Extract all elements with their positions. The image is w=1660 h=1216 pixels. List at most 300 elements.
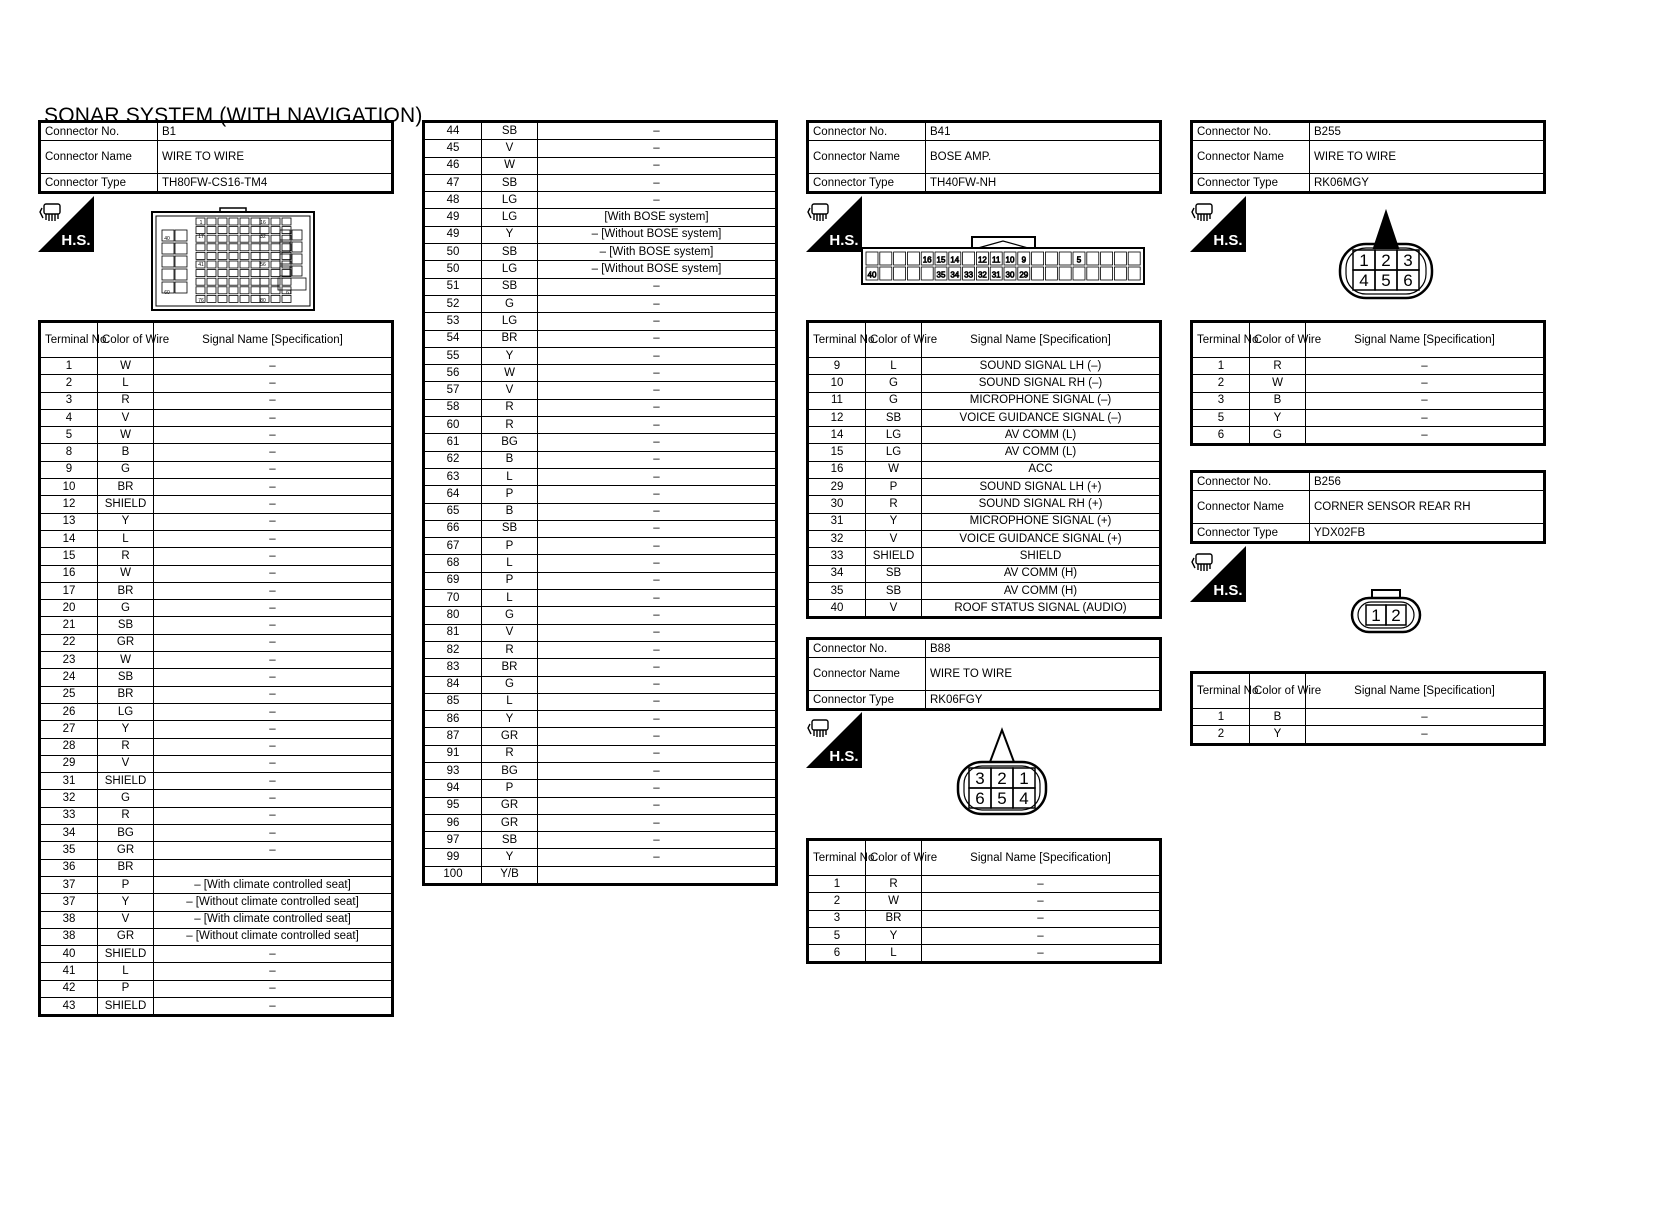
signal-name-cell: MICROPHONE SIGNAL (+) bbox=[922, 513, 1161, 530]
wire-color-cell: G bbox=[98, 600, 154, 617]
signal-name-cell: – bbox=[538, 382, 777, 399]
terminal-no-cell: 6 bbox=[1192, 427, 1250, 445]
connector-type-label: Connector Type bbox=[808, 174, 926, 193]
terminal-no-cell: 1 bbox=[1192, 709, 1250, 726]
terminal-row bbox=[424, 382, 777, 399]
terminal-row bbox=[40, 703, 393, 720]
terminal-no-cell: 53 bbox=[424, 313, 482, 330]
wire-color-cell: G bbox=[866, 375, 922, 392]
pin-label: 11 bbox=[992, 255, 1001, 265]
terminal-no-cell: 50 bbox=[424, 261, 482, 278]
terminal-row bbox=[808, 461, 1161, 478]
terminal-no-header: Terminal No. bbox=[40, 322, 98, 358]
wire-color-cell: G bbox=[482, 607, 538, 624]
pin-label: 61 bbox=[286, 290, 292, 296]
connector-b1-terminal-table-cont bbox=[422, 120, 778, 886]
signal-name-cell: – bbox=[154, 513, 393, 530]
signal-name-cell: – bbox=[922, 893, 1161, 910]
signal-name-cell: – bbox=[154, 755, 393, 772]
terminal-row bbox=[424, 486, 777, 503]
wire-color-cell: V bbox=[98, 911, 154, 928]
terminal-no-cell: 65 bbox=[424, 503, 482, 520]
connector-type-value: TH40FW-NH bbox=[926, 174, 1161, 193]
terminal-no-cell: 61 bbox=[424, 434, 482, 451]
terminal-no-cell: 95 bbox=[424, 797, 482, 814]
terminal-row bbox=[808, 582, 1161, 599]
terminal-no-cell: 16 bbox=[808, 461, 866, 478]
terminal-row bbox=[808, 927, 1161, 944]
wire-color-cell: GR bbox=[98, 634, 154, 651]
wire-color-cell: P bbox=[482, 486, 538, 503]
wire-color-cell: Y bbox=[482, 347, 538, 364]
terminal-row bbox=[40, 859, 393, 876]
terminal-no-cell: 38 bbox=[40, 928, 98, 945]
wire-color-cell: P bbox=[98, 980, 154, 997]
signal-name-cell: – bbox=[154, 600, 393, 617]
signal-name-cell: – bbox=[154, 721, 393, 738]
terminal-no-cell: 6 bbox=[808, 945, 866, 963]
connector-type-value: RK06FGY bbox=[926, 691, 1161, 710]
terminal-no-cell: 69 bbox=[424, 572, 482, 589]
wire-color-cell: Y bbox=[98, 894, 154, 911]
wire-color-cell: V bbox=[482, 140, 538, 157]
hs-label: H.S. bbox=[1213, 232, 1243, 249]
terminal-no-cell: 32 bbox=[808, 530, 866, 547]
signal-name-cell: – bbox=[154, 582, 393, 599]
connector-b255-diagram bbox=[1336, 208, 1436, 300]
terminal-no-cell: 44 bbox=[424, 122, 482, 140]
terminal-no-cell: 54 bbox=[424, 330, 482, 347]
connector-type-value: YDX02FB bbox=[1310, 524, 1545, 543]
terminal-no-cell: 57 bbox=[424, 382, 482, 399]
signal-name-cell: – bbox=[154, 946, 393, 963]
signal-name-cell: – bbox=[538, 849, 777, 866]
connector-name-value: WIRE TO WIRE bbox=[926, 658, 1161, 691]
terminal-row bbox=[424, 330, 777, 347]
terminal-no-cell: 12 bbox=[40, 496, 98, 513]
terminal-row bbox=[424, 711, 777, 728]
terminal-no-cell: 5 bbox=[40, 427, 98, 444]
terminal-no-cell: 70 bbox=[424, 590, 482, 607]
pin-label: 5 bbox=[1076, 255, 1082, 265]
terminal-no-cell: 81 bbox=[424, 624, 482, 641]
wire-color-cell: Y bbox=[482, 711, 538, 728]
pin-label: 16 bbox=[922, 255, 932, 265]
terminal-no-cell: 38 bbox=[40, 911, 98, 928]
signal-name-cell: – bbox=[538, 797, 777, 814]
signal-name-cell: VOICE GUIDANCE SIGNAL (+) bbox=[922, 530, 1161, 547]
terminal-no-header: Terminal No. bbox=[808, 840, 866, 876]
pin-label: 33 bbox=[964, 270, 974, 280]
wire-color-cell: L bbox=[866, 945, 922, 963]
signal-name-cell: – bbox=[154, 652, 393, 669]
wire-color-cell: L bbox=[482, 590, 538, 607]
signal-name-cell: – bbox=[538, 728, 777, 745]
terminal-row bbox=[424, 797, 777, 814]
terminal-no-cell: 33 bbox=[40, 807, 98, 824]
signal-name-header: Signal Name [Specification] bbox=[1306, 673, 1545, 709]
wire-color-cell: L bbox=[866, 358, 922, 375]
signal-name-cell: – bbox=[154, 980, 393, 997]
terminal-no-cell: 12 bbox=[808, 409, 866, 426]
terminal-row bbox=[40, 652, 393, 669]
signal-name-cell: SOUND SIGNAL LH (–) bbox=[922, 358, 1161, 375]
wire-color-cell: L bbox=[482, 693, 538, 710]
terminal-row bbox=[424, 365, 777, 382]
signal-name-cell: – [Without climate controlled seat] bbox=[154, 894, 393, 911]
pin-label: 35 bbox=[936, 270, 946, 280]
signal-name-cell: – bbox=[538, 451, 777, 468]
terminal-no-cell: 23 bbox=[40, 652, 98, 669]
signal-name-cell: – bbox=[538, 624, 777, 641]
wire-color-cell: GR bbox=[98, 842, 154, 859]
wire-color-cell: G bbox=[866, 392, 922, 409]
terminal-no-cell: 35 bbox=[40, 842, 98, 859]
wire-color-cell: W bbox=[866, 893, 922, 910]
terminal-no-cell: 1 bbox=[40, 358, 98, 375]
connector-name-value: CORNER SENSOR REAR RH bbox=[1310, 491, 1545, 524]
wire-color-cell: SB bbox=[482, 278, 538, 295]
connector-no-label: Connector No. bbox=[808, 639, 926, 658]
connector-type-label: Connector Type bbox=[1192, 524, 1310, 543]
terminal-row bbox=[40, 928, 393, 945]
signal-name-cell: – bbox=[154, 565, 393, 582]
terminal-row bbox=[1192, 709, 1545, 726]
terminal-row bbox=[808, 530, 1161, 547]
signal-name-header: Signal Name [Specification] bbox=[922, 322, 1161, 358]
pin-label: 12 bbox=[977, 255, 987, 265]
terminal-row bbox=[40, 842, 393, 859]
page-title: SONAR SYSTEM (WITH NAVIGATION) bbox=[44, 104, 423, 127]
terminal-no-cell: 10 bbox=[40, 479, 98, 496]
terminal-no-cell: 49 bbox=[424, 209, 482, 226]
terminal-row bbox=[424, 261, 777, 278]
signal-name-cell: – bbox=[538, 140, 777, 157]
pin-label: 5 bbox=[997, 789, 1007, 808]
terminal-no-cell: 83 bbox=[424, 659, 482, 676]
pin-label: 34 bbox=[950, 270, 960, 280]
connector-no-value: B41 bbox=[926, 122, 1161, 141]
terminal-no-cell: 51 bbox=[424, 278, 482, 295]
wire-color-cell: P bbox=[482, 572, 538, 589]
connector-b1-info bbox=[38, 120, 394, 194]
terminal-row bbox=[1192, 409, 1545, 426]
signal-name-cell: SOUND SIGNAL RH (–) bbox=[922, 375, 1161, 392]
connector-name-value: BOSE AMP. bbox=[926, 141, 1161, 174]
terminal-row bbox=[424, 762, 777, 779]
terminal-row bbox=[424, 468, 777, 485]
terminal-row bbox=[40, 392, 393, 409]
terminal-no-cell: 31 bbox=[40, 773, 98, 790]
wire-color-cell: V bbox=[866, 530, 922, 547]
signal-name-cell: – bbox=[154, 617, 393, 634]
signal-name-cell: – bbox=[538, 434, 777, 451]
terminal-no-cell: 32 bbox=[40, 790, 98, 807]
wire-color-cell: P bbox=[98, 876, 154, 893]
terminal-row bbox=[424, 590, 777, 607]
color-of-wire-header: Color of Wire bbox=[98, 322, 154, 358]
terminal-no-cell: 55 bbox=[424, 347, 482, 364]
terminal-row bbox=[40, 582, 393, 599]
terminal-no-cell: 37 bbox=[40, 876, 98, 893]
harness-side-icon bbox=[806, 196, 862, 252]
signal-name-cell: – bbox=[538, 538, 777, 555]
terminal-row bbox=[808, 910, 1161, 927]
connector-b256-terminal-table bbox=[1190, 671, 1546, 746]
terminal-row bbox=[808, 392, 1161, 409]
signal-name-cell: – bbox=[538, 330, 777, 347]
harness-side-icon bbox=[38, 196, 94, 252]
signal-name-cell: – bbox=[1306, 409, 1545, 426]
terminal-row bbox=[808, 600, 1161, 618]
terminal-row bbox=[40, 427, 393, 444]
wire-color-cell: R bbox=[866, 876, 922, 893]
wire-color-cell: LG bbox=[482, 261, 538, 278]
terminal-no-cell: 27 bbox=[40, 721, 98, 738]
terminal-no-cell: 60 bbox=[424, 417, 482, 434]
signal-name-cell: – bbox=[538, 520, 777, 537]
terminal-row bbox=[1192, 392, 1545, 409]
pin-label: 29 bbox=[1019, 270, 1029, 280]
terminal-row bbox=[40, 738, 393, 755]
signal-name-cell: – bbox=[1306, 427, 1545, 445]
pin-label: 17 bbox=[198, 234, 204, 240]
wire-color-cell: W bbox=[98, 427, 154, 444]
pin-label: 80 bbox=[260, 298, 266, 304]
connector-type-label: Connector Type bbox=[808, 691, 926, 710]
signal-name-cell: ACC bbox=[922, 461, 1161, 478]
signal-name-cell: AV COMM (H) bbox=[922, 565, 1161, 582]
terminal-row bbox=[40, 617, 393, 634]
color-of-wire-header: Color of Wire bbox=[1250, 322, 1306, 358]
wire-color-cell: R bbox=[482, 417, 538, 434]
terminal-no-cell: 66 bbox=[424, 520, 482, 537]
wire-color-cell: W bbox=[1250, 375, 1306, 392]
pin-label: 40 bbox=[164, 236, 170, 242]
pin-label: 4 bbox=[1359, 271, 1369, 290]
color-of-wire-header: Color of Wire bbox=[866, 840, 922, 876]
wire-color-cell: SB bbox=[482, 122, 538, 140]
terminal-row bbox=[424, 295, 777, 312]
terminal-row bbox=[424, 417, 777, 434]
pin-label: 6 bbox=[1403, 271, 1413, 290]
terminal-row bbox=[808, 375, 1161, 392]
terminal-row bbox=[424, 520, 777, 537]
signal-name-cell: – bbox=[922, 927, 1161, 944]
color-of-wire-header: Color of Wire bbox=[1250, 673, 1306, 709]
terminal-row bbox=[40, 479, 393, 496]
terminal-no-cell: 46 bbox=[424, 157, 482, 174]
connector-name-label: Connector Name bbox=[808, 141, 926, 174]
terminal-no-cell: 68 bbox=[424, 555, 482, 572]
wire-color-cell: V bbox=[98, 755, 154, 772]
signal-name-cell: – bbox=[538, 278, 777, 295]
terminal-no-cell: 96 bbox=[424, 814, 482, 831]
harness-side-icon bbox=[1190, 546, 1246, 602]
signal-name-cell: – bbox=[538, 693, 777, 710]
terminal-no-cell: 43 bbox=[40, 997, 98, 1015]
pin-label: 1 bbox=[199, 220, 203, 226]
terminal-row bbox=[424, 174, 777, 191]
terminal-no-cell: 3 bbox=[808, 910, 866, 927]
wire-color-cell: BG bbox=[482, 434, 538, 451]
pin-label: 32 bbox=[977, 270, 987, 280]
terminal-no-cell: 40 bbox=[808, 600, 866, 618]
signal-name-cell: – bbox=[154, 375, 393, 392]
signal-name-cell: – bbox=[538, 399, 777, 416]
signal-name-cell: ROOF STATUS SIGNAL (AUDIO) bbox=[922, 600, 1161, 618]
wire-color-cell: L bbox=[98, 963, 154, 980]
signal-name-cell: – bbox=[1306, 726, 1545, 744]
terminal-no-cell: 37 bbox=[40, 894, 98, 911]
terminal-row bbox=[424, 226, 777, 243]
connector-b41-info bbox=[806, 120, 1162, 194]
terminal-row bbox=[424, 659, 777, 676]
terminal-row bbox=[424, 572, 777, 589]
pin-label: 14 bbox=[950, 255, 960, 265]
signal-name-cell: – [Without BOSE system] bbox=[538, 261, 777, 278]
signal-name-cell: – bbox=[154, 703, 393, 720]
terminal-row bbox=[424, 399, 777, 416]
terminal-row bbox=[424, 140, 777, 157]
connector-no-label: Connector No. bbox=[808, 122, 926, 141]
signal-name-cell: – bbox=[154, 427, 393, 444]
terminal-row bbox=[424, 278, 777, 295]
connector-b256-diagram bbox=[1348, 586, 1424, 636]
pin-label: 10 bbox=[1005, 255, 1015, 265]
wire-color-cell: GR bbox=[98, 928, 154, 945]
wire-color-cell: W bbox=[482, 157, 538, 174]
terminal-row bbox=[808, 427, 1161, 444]
wire-color-cell: W bbox=[482, 365, 538, 382]
wire-color-cell: SB bbox=[482, 174, 538, 191]
wire-color-cell: R bbox=[866, 496, 922, 513]
signal-name-cell: SHIELD bbox=[922, 548, 1161, 565]
wire-color-cell: BR bbox=[98, 479, 154, 496]
terminal-row bbox=[424, 313, 777, 330]
signal-name-cell: AV COMM (L) bbox=[922, 444, 1161, 461]
signal-name-cell: – bbox=[154, 409, 393, 426]
harness-side-icon bbox=[1190, 196, 1246, 252]
wire-color-cell: Y/B bbox=[482, 866, 538, 884]
terminal-no-cell: 67 bbox=[424, 538, 482, 555]
terminal-no-cell: 22 bbox=[40, 634, 98, 651]
terminal-row bbox=[40, 461, 393, 478]
wire-color-cell: B bbox=[1250, 709, 1306, 726]
pin-label: 3 bbox=[1403, 251, 1413, 270]
wire-color-cell: LG bbox=[482, 192, 538, 209]
wire-color-cell: R bbox=[98, 807, 154, 824]
terminal-row bbox=[40, 686, 393, 703]
terminal-row bbox=[808, 945, 1161, 963]
wire-color-cell: G bbox=[1250, 427, 1306, 445]
terminal-no-cell: 64 bbox=[424, 486, 482, 503]
terminal-row bbox=[424, 244, 777, 261]
terminal-row bbox=[424, 814, 777, 831]
pin-label: 41 bbox=[198, 262, 204, 268]
terminal-row bbox=[424, 745, 777, 762]
terminal-row bbox=[40, 911, 393, 928]
terminal-no-cell: 10 bbox=[808, 375, 866, 392]
terminal-no-cell: 97 bbox=[424, 832, 482, 849]
wire-color-cell: BR bbox=[866, 910, 922, 927]
wire-color-cell: SB bbox=[866, 409, 922, 426]
signal-name-cell: – bbox=[154, 358, 393, 375]
terminal-no-cell: 1 bbox=[808, 876, 866, 893]
signal-name-cell: – bbox=[538, 192, 777, 209]
connector-b41-diagram bbox=[860, 234, 1146, 286]
wire-color-cell: Y bbox=[482, 849, 538, 866]
terminal-no-cell: 29 bbox=[808, 479, 866, 496]
terminal-no-cell: 35 bbox=[808, 582, 866, 599]
terminal-row bbox=[40, 963, 393, 980]
wire-color-cell: SB bbox=[866, 582, 922, 599]
pin-label: 1 bbox=[1019, 769, 1029, 788]
terminal-no-cell: 9 bbox=[808, 358, 866, 375]
wire-color-cell: SHIELD bbox=[866, 548, 922, 565]
signal-name-cell: – bbox=[538, 832, 777, 849]
pin-label: 31 bbox=[991, 270, 1001, 280]
terminal-row bbox=[424, 451, 777, 468]
connector-no-label: Connector No. bbox=[1192, 122, 1310, 141]
wire-color-cell: R bbox=[98, 548, 154, 565]
wire-color-cell: G bbox=[482, 295, 538, 312]
terminal-no-cell: 56 bbox=[424, 365, 482, 382]
signal-name-cell: AV COMM (L) bbox=[922, 427, 1161, 444]
terminal-no-cell: 26 bbox=[40, 703, 98, 720]
pin-label: 3 bbox=[975, 769, 985, 788]
signal-name-cell: – bbox=[922, 910, 1161, 927]
signal-name-cell: – bbox=[154, 496, 393, 513]
terminal-row bbox=[424, 555, 777, 572]
signal-name-cell: – bbox=[154, 997, 393, 1015]
terminal-no-cell: 82 bbox=[424, 641, 482, 658]
connector-type-value: RK06MGY bbox=[1310, 174, 1545, 193]
terminal-no-cell: 63 bbox=[424, 468, 482, 485]
terminal-no-cell: 42 bbox=[40, 980, 98, 997]
signal-name-cell: – [Without climate controlled seat] bbox=[154, 928, 393, 945]
terminal-no-cell: 15 bbox=[40, 548, 98, 565]
wire-color-cell: GR bbox=[482, 814, 538, 831]
terminal-no-cell: 2 bbox=[808, 893, 866, 910]
terminal-row bbox=[40, 600, 393, 617]
signal-name-cell: – bbox=[154, 773, 393, 790]
terminal-row bbox=[424, 347, 777, 364]
signal-name-cell: – bbox=[538, 486, 777, 503]
signal-name-cell: – bbox=[1306, 709, 1545, 726]
terminal-no-cell: 40 bbox=[40, 946, 98, 963]
connector-b1-terminal-table bbox=[38, 320, 394, 1017]
terminal-no-cell: 30 bbox=[808, 496, 866, 513]
connector-no-value: B1 bbox=[158, 122, 393, 141]
connector-b41-terminal-table bbox=[806, 320, 1162, 619]
terminal-no-cell: 84 bbox=[424, 676, 482, 693]
terminal-row bbox=[40, 721, 393, 738]
terminal-row bbox=[424, 676, 777, 693]
terminal-row bbox=[808, 496, 1161, 513]
terminal-row bbox=[424, 192, 777, 209]
terminal-no-cell: 24 bbox=[40, 669, 98, 686]
terminal-row bbox=[40, 825, 393, 842]
terminal-no-cell: 91 bbox=[424, 745, 482, 762]
terminal-row bbox=[40, 444, 393, 461]
harness-side-icon bbox=[806, 712, 862, 768]
terminal-row bbox=[808, 409, 1161, 426]
terminal-no-cell: 50 bbox=[424, 244, 482, 261]
pin-label: 76 bbox=[198, 298, 204, 304]
wire-color-cell: G bbox=[98, 790, 154, 807]
signal-name-cell: – bbox=[538, 122, 777, 140]
